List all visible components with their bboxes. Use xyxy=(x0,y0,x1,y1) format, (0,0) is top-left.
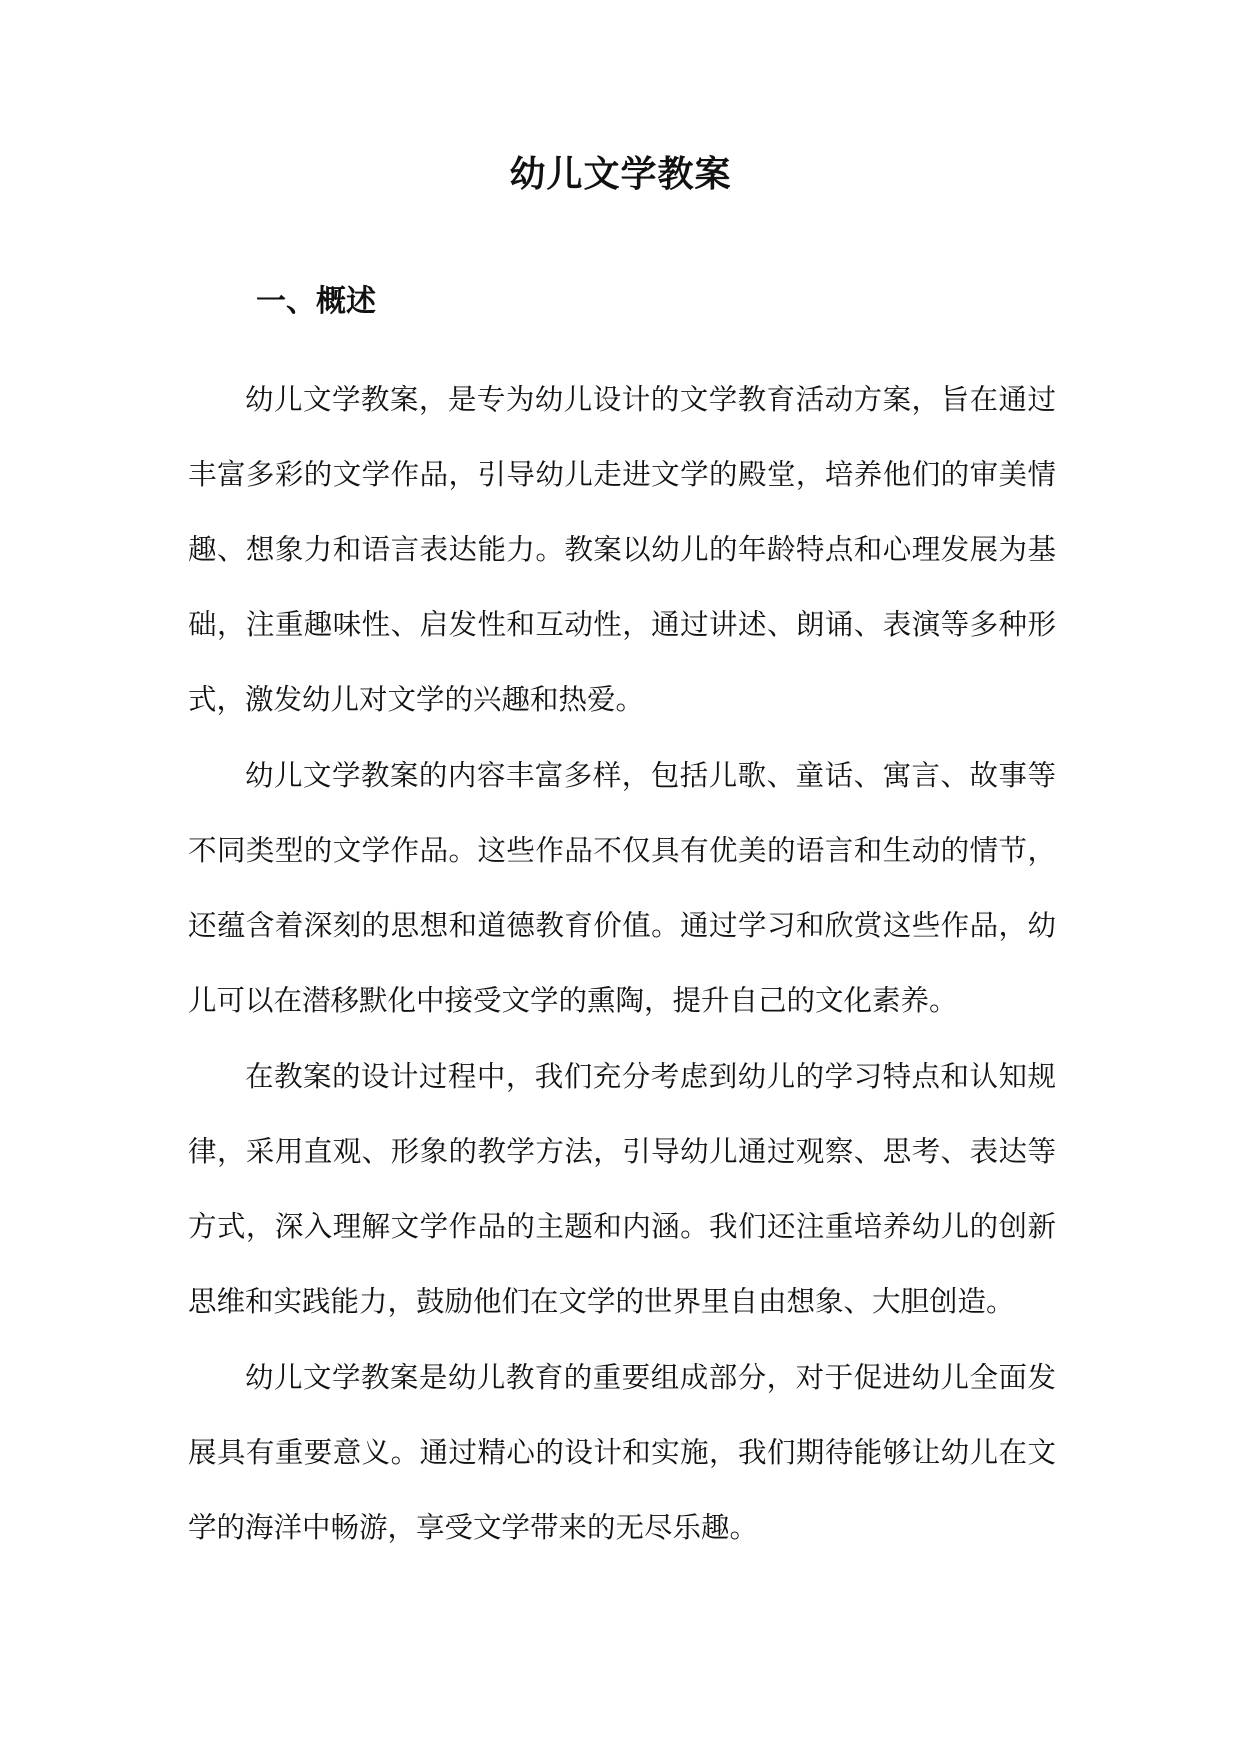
paragraph-2: 幼儿文学教案的内容丰富多样，包括儿歌、童话、寓言、故事等不同类型的文学作品。这些作品不仅具有优美的语言和生动的情节，还蕴含着深刻的思想和道德教育价值。通过学习和欣赏这些作品，幼儿可以在潜移默化中接受文学的熏陶，提升自己的文化素养。 xyxy=(188,759,1056,1017)
document-title: 幼儿文学教案 xyxy=(509,154,732,195)
document-body xyxy=(188,362,1056,1566)
paragraph-3: 在教案的设计过程中，我们充分考虑到幼儿的学习特点和认知规律，采用直观、形象的教学方法，引导幼儿通过观察、思考、表达等方式，深入理解文学作品的主题和内涵。我们还注重培养幼儿的创新思维和实践能力，鼓励他们在文学的世界里自由想象、大胆创造。 xyxy=(188,1060,1056,1318)
paragraph-4: 幼儿文学教案是幼儿教育的重要组成部分，对于促进幼儿全面发展具有重要意义。通过精心的设计和实施，我们期待能够让幼儿在文学的海洋中畅游，享受文学带来的无尽乐趣。 xyxy=(188,1361,1056,1544)
section-heading: 一、概述 xyxy=(256,284,376,319)
paragraph-1: 幼儿文学教案，是专为幼儿设计的文学教育活动方案，旨在通过丰富多彩的文学作品，引导幼儿走进文学的殿堂，培养他们的审美情趣、想象力和语言表达能力。教案以幼儿的年龄特点和心理发展为基础，注重趣味性、启发性和互动性，通过讲述、朗诵、表演等多种形式，激发幼儿对文学的兴趣和热爱。 xyxy=(188,383,1056,716)
